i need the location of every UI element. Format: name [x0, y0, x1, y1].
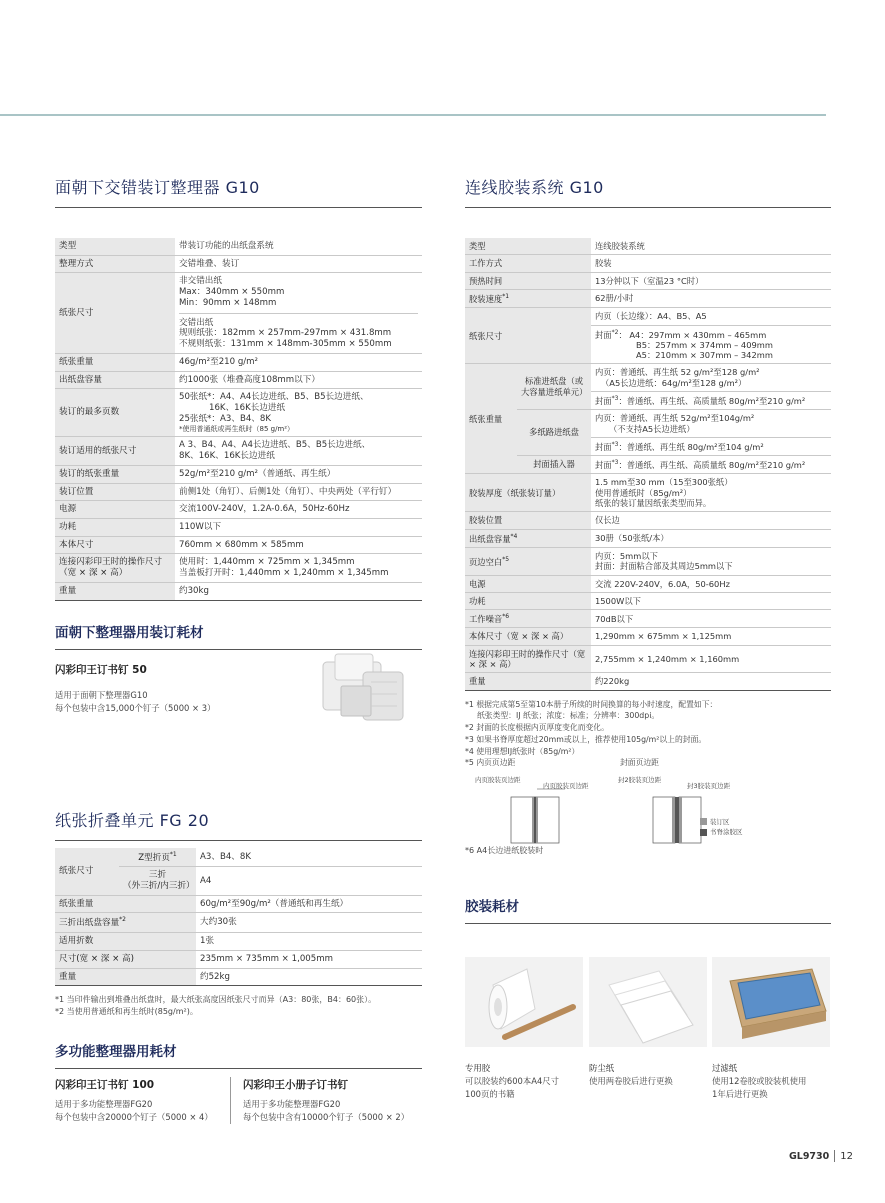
table-row	[465, 645, 831, 673]
folder-spec-value: 46g/m²至210 g/m²	[175, 353, 422, 371]
binder-spec-table	[465, 238, 831, 691]
fold-z-key: Z型折页$^{*1}$	[119, 848, 196, 867]
folder-spec-value: 非交错出纸 Max：340mm × 550mm Min：90mm × 148mm 交错出纸 规则纸张：182mm × 257mm-297mm × 431.8mm 不规则纸张：131mm × 148mm-305mm × 550mm	[175, 273, 422, 353]
binder-consumption-value: 1500W以下	[591, 592, 831, 609]
binder-note-3: *3 如果书脊厚度超过20mm或以上，推荐使用105g/m²以上的封面。	[465, 734, 707, 744]
binder-mode-key: 工作方式	[465, 255, 591, 272]
folder-spec-value: 约30kg	[175, 582, 422, 600]
table-row	[465, 547, 831, 575]
folder-spec-key: 装订的最多页数	[55, 389, 175, 437]
binder-thickness-key: 胶装厚度（纸张装订量）	[465, 474, 591, 512]
binder-notes	[465, 699, 831, 769]
binder-position-value: 仅长边	[591, 512, 831, 529]
folder-title: 面朝下交错装订整理器 G10	[55, 175, 422, 208]
fold-note-1: *1 当印件输出到堆叠出纸盘时，最大纸张高度因纸张尺寸而异（A3：80张，B4：60张）。	[55, 995, 377, 1005]
table-row	[55, 465, 422, 483]
table-row	[465, 255, 831, 272]
binder-margin-key: 页边空白$^{*5}$	[465, 547, 591, 575]
staple-100-line2: 每个包装中含20000个钉子（5000 × 4）	[55, 1112, 213, 1123]
fold-tray-key: 三折出纸盘容量$^{*2}$	[55, 913, 196, 933]
binder-note-1b: 纸张类型：IJ 纸张；浓度：标准；分辨率：300dpi。	[477, 711, 660, 721]
inner-margin-diagram	[505, 785, 565, 845]
staple-50-line1: 适用于面朝下整理器G10	[55, 689, 148, 700]
binder-noise-value: 70dB以下	[591, 610, 831, 628]
binder-note-5b: 封面页边距	[620, 758, 659, 768]
binder-tray-value: 30册（50张纸/本）	[591, 529, 831, 547]
binder-consumption-key: 功耗	[465, 592, 591, 609]
table-row	[55, 483, 422, 501]
folder-spec-value: 52g/m²至210 g/m²（普通纸、再生纸）	[175, 465, 422, 483]
legend-binding: 装订区	[700, 817, 743, 827]
folder-spec-value: 带装订功能的出纸盘系统	[175, 238, 422, 255]
staple-100-title: 闪彩印王订书钉 100	[55, 1079, 155, 1092]
binder-weight-inserter-value: 封面$^{*3}$：普通纸、再生纸、高质量纸 80g/m²至210 g/m²	[591, 456, 831, 474]
glue-title: 专用胶	[465, 1063, 491, 1073]
table-row	[55, 238, 422, 255]
folder-spec-value: 50张纸*：A4、A4长边进纸、B5、B5长边进纸、 16K、16K长边进纸 25张纸*：A3、B4、8K *使用普通纸或再生纸时（85 g/m²）	[175, 389, 422, 437]
binder-type-key: 类型	[465, 238, 591, 255]
diagram-label-inner-left: 内页胶装页边距	[475, 775, 521, 784]
folder-spec-value: 前侧1处（角钉）、后侧1处（角钉）、中央两处（平行钉）	[175, 483, 422, 501]
left-column	[55, 175, 422, 1124]
table-row	[55, 353, 422, 371]
table-row	[55, 273, 422, 353]
table-row	[465, 410, 831, 438]
filter-paper-image	[712, 957, 830, 1047]
folder-spec-value: A 3、B4、A4、A4长边进纸、B5、B5长边进纸、 8K、16K、16K长边进纸	[175, 437, 422, 465]
binder-position-key: 胶装位置	[465, 512, 591, 529]
folder-spec-key: 电源	[55, 501, 175, 519]
binder-note-1: *1 根据完成第5至第10本册子所续的时间换算的每小时速度，配置如下：	[465, 699, 718, 709]
diagram-label-inner-right: 内页胶装页边距	[543, 781, 589, 790]
folder-spec-key: 功耗	[55, 518, 175, 536]
binder-weight-total-key: 重量	[465, 673, 591, 690]
table-row	[55, 933, 422, 951]
folder-spec-key: 装订的纸张重量	[55, 465, 175, 483]
table-row	[55, 895, 422, 913]
binder-weight-std-cover: 封面$^{*3}$：普通纸、再生纸、高质量纸 80g/m²至210 g/m²	[591, 392, 831, 410]
footer-divider	[834, 1150, 835, 1162]
fold-wt-key: 重量	[55, 968, 196, 986]
table-row	[55, 371, 422, 389]
dust-line1: 使用两卷胶后进行更换	[589, 1076, 673, 1087]
binder-preheat-key: 预热时间	[465, 272, 591, 289]
table-row	[465, 456, 831, 474]
margin-diagram	[465, 773, 831, 843]
top-rule	[0, 114, 826, 116]
folder-spec-key: 纸张尺寸	[55, 273, 175, 353]
table-row	[55, 536, 422, 554]
table-row	[465, 364, 831, 392]
glue-roll-image	[465, 957, 583, 1047]
fold-weight-value: 60g/m²至90g/m²（普通纸和再生纸）	[196, 895, 422, 913]
cover-margin-diagram	[647, 785, 707, 845]
folder-supplies-title: 面朝下整理器用装订耗材	[55, 621, 422, 650]
binder-op-dim-key: 连接闪彩印王时的操作尺寸（宽 × 深 × 高）	[465, 645, 591, 673]
folder-spec-key: 连接闪彩印王时的操作尺寸（宽 × 深 × 高）	[55, 554, 175, 582]
binder-speed-value: 62册/小时	[591, 290, 831, 308]
binder-weight-total-value: 约220kg	[591, 673, 831, 690]
binder-power-value: 交流 220V-240V，6.0A，50-60Hz	[591, 575, 831, 592]
diagram-legend	[700, 817, 743, 838]
fold-size-key: 纸张尺寸	[55, 848, 119, 896]
binder-dim-value: 1,290mm × 675mm × 1,125mm	[591, 628, 831, 645]
folder-spec-key: 纸张重量	[55, 353, 175, 371]
filter-caption	[712, 1062, 830, 1101]
table-row	[465, 512, 831, 529]
page-footer	[789, 1150, 853, 1162]
page-number: 12	[840, 1150, 853, 1162]
fold-wt-value: 约52kg	[196, 968, 422, 986]
staple-100-line1: 适用于多功能整理器FG20	[55, 1099, 153, 1110]
folder-spec-value: 760mm × 680mm × 585mm	[175, 536, 422, 554]
table-row	[55, 437, 422, 465]
table-row	[55, 255, 422, 273]
booklet-staple-title: 闪彩印王小册子订书钉	[243, 1079, 348, 1092]
binder-tray-key: 出纸盘容量$^{*4}$	[465, 529, 591, 547]
folder-spec-key: 出纸盘容量	[55, 371, 175, 389]
table-row	[465, 272, 831, 289]
glue-line2: 100页的书籍	[465, 1089, 515, 1100]
diagram-label-cover-right: 封3胶装页边距	[687, 781, 731, 790]
binder-preheat-value: 13分钟以下（室温23 °C时）	[591, 272, 831, 289]
folder-spec-value: 交错堆叠、装订	[175, 255, 422, 273]
staple-cartridge-image	[317, 648, 412, 733]
dust-title: 防尘纸	[589, 1063, 615, 1073]
fold-folds-value: 1张	[196, 933, 422, 951]
diagram-label-cover-left: 封2胶装页边距	[618, 775, 662, 784]
folder-spec-value: 交流100V-240V，1.2A-0.6A，50Hz-60Hz	[175, 501, 422, 519]
filter-line2: 1年后进行更换	[712, 1089, 768, 1100]
fold-folds-key: 适用折数	[55, 933, 196, 951]
fold-z-value: A3、B4、8K	[196, 848, 422, 867]
table-row	[465, 673, 831, 690]
filter-title: 过滤纸	[712, 1063, 738, 1073]
multi-supplies-row	[55, 1077, 422, 1124]
binder-power-key: 电源	[465, 575, 591, 592]
binder-weight-multi-inner: 内页：普通纸、再生纸 52g/m²至104g/m² （不支持A5长边进纸）	[591, 410, 831, 438]
binder-size-key: 纸张尺寸	[465, 308, 591, 364]
binder-size-inner: 内页（长边缘）：A4、B5、A5	[591, 308, 831, 325]
folder-spec-key: 本体尺寸	[55, 536, 175, 554]
glue-line1: 可以胶装约600本A4尺寸	[465, 1076, 560, 1087]
staple-50-block	[55, 662, 422, 782]
folder-spec-key: 整理方式	[55, 255, 175, 273]
fold-unit-spec-table	[55, 848, 422, 987]
table-row	[465, 474, 831, 512]
folder-spec-value: 使用时：1,440mm × 725mm × 1,345mm 当盖板打开时：1,440mm × 1,240mm × 1,345mm	[175, 554, 422, 582]
folder-spec-key: 装订位置	[55, 483, 175, 501]
folder-spec-key: 装订适用的纸张尺寸	[55, 437, 175, 465]
binder-weight-multi-cover: 封面$^{*3}$：普通纸、再生纸 80g/m²至104 g/m²	[591, 437, 831, 455]
binder-supplies-title: 胶装耗材	[465, 895, 831, 924]
table-row	[465, 628, 831, 645]
table-row	[465, 290, 831, 308]
binder-weight-std-key: 标准进纸盘（或大容量进纸单元）	[517, 364, 591, 410]
fold-tri-key: 三折 （外三折/内三折）	[119, 867, 196, 895]
binder-op-dim-value: 2,755mm × 1,240mm × 1,160mm	[591, 645, 831, 673]
fold-weight-key: 纸张重量	[55, 895, 196, 913]
table-row	[55, 389, 422, 437]
binder-noise-key: 工作噪音$^{*6}$	[465, 610, 591, 628]
binder-thickness-value: 1.5 mm至30 mm（15至300张纸） 使用普通纸时（85g/m²） 纸张的装订量因纸张类型而异。	[591, 474, 831, 512]
binder-note-2: *2 封面的长度根据内页厚度变化而变化。	[465, 723, 609, 733]
fold-dim-key: 尺寸(宽 × 深 × 高)	[55, 950, 196, 968]
table-row	[465, 592, 831, 609]
multi-supplies-title: 多功能整理器用耗材	[55, 1040, 422, 1069]
table-row	[55, 582, 422, 600]
fold-tray-value: 大约30张	[196, 913, 422, 933]
binder-note-4: *4 使用理想IJ纸张时（85g/m²）	[465, 746, 580, 756]
binder-dim-key: 本体尺寸（宽 × 深 × 高）	[465, 628, 591, 645]
binder-note-6: *6 A4长边进纸胶装时	[465, 845, 544, 855]
dust-caption	[589, 1062, 707, 1088]
binder-margin-value: 内页：5mm以下 封面：封面粘合部及其周边5mm以下	[591, 547, 831, 575]
binder-weight-std-inner: 内页：普通纸、再生纸 52 g/m²至128 g/m² （A5长边进纸：64g/m²至128 g/m²）	[591, 364, 831, 392]
folder-spec-value: 110W以下	[175, 518, 422, 536]
table-row	[55, 913, 422, 933]
legend-glue: 书脊涂胶区	[700, 827, 743, 837]
folder-spec-key: 类型	[55, 238, 175, 255]
staple-50-title: 闪彩印王订书钉 50	[55, 663, 147, 676]
booklet-staple-line2: 每个包装中含有10000个钉子（5000 × 2）	[243, 1112, 410, 1123]
dust-paper-image	[589, 957, 707, 1047]
table-row	[465, 308, 831, 325]
table-row	[55, 950, 422, 968]
binder-weight-key: 纸张重量	[465, 364, 517, 474]
binder-mode-value: 胶装	[591, 255, 831, 272]
staple-50-line2: 每个包装中含15,000个钉子（5000 × 3）	[55, 702, 216, 713]
binder-size-cover: 封面$^{*2}$： A4：297mm × 430mm – 465mm B5：257mm × 374mm – 409mm A5：210mm × 307mm – 342mm	[591, 325, 831, 364]
fold-unit-title: 纸张折叠单元 FG 20	[55, 808, 422, 841]
footer-brand: GL9730	[788, 1150, 830, 1162]
binder-speed-key: 胶装速度$^{*1}$	[465, 290, 591, 308]
binder-title: 连线胶装系统 G10	[465, 175, 831, 208]
glue-caption	[465, 1062, 583, 1101]
fold-tri-value: A4	[196, 867, 422, 895]
folder-spec-table	[55, 238, 422, 601]
binder-weight-inserter-key: 封面插入器	[517, 456, 591, 474]
legend-binding-swatch	[700, 818, 707, 825]
table-row	[55, 968, 422, 986]
booklet-staple-block	[231, 1077, 409, 1124]
binder-weight-multi-key: 多纸路进纸盘	[517, 410, 591, 456]
folder-spec-key: 重量	[55, 582, 175, 600]
legend-glue-swatch	[700, 829, 707, 836]
binder-note-5: *5 内页页边距	[465, 758, 516, 768]
table-row	[55, 554, 422, 582]
folder-spec-value: 约1000张（堆叠高度108mm以下）	[175, 371, 422, 389]
table-row	[55, 501, 422, 519]
binder-type-value: 连线胶装系统	[591, 238, 831, 255]
fold-dim-value: 235mm × 735mm × 1,005mm	[196, 950, 422, 968]
table-row	[465, 610, 831, 628]
table-row	[55, 518, 422, 536]
staple-100-block	[55, 1077, 231, 1124]
table-row	[465, 529, 831, 547]
right-column	[465, 175, 831, 924]
table-row	[55, 848, 422, 867]
table-row	[465, 238, 831, 255]
filter-line1: 使用12卷胶或胶装机使用	[712, 1076, 807, 1087]
fold-note-2: *2 当使用普通纸和再生纸时(85g/m²)。	[55, 1007, 198, 1017]
booklet-staple-line1: 适用于多功能整理器FG20	[243, 1099, 341, 1110]
table-row	[465, 575, 831, 592]
